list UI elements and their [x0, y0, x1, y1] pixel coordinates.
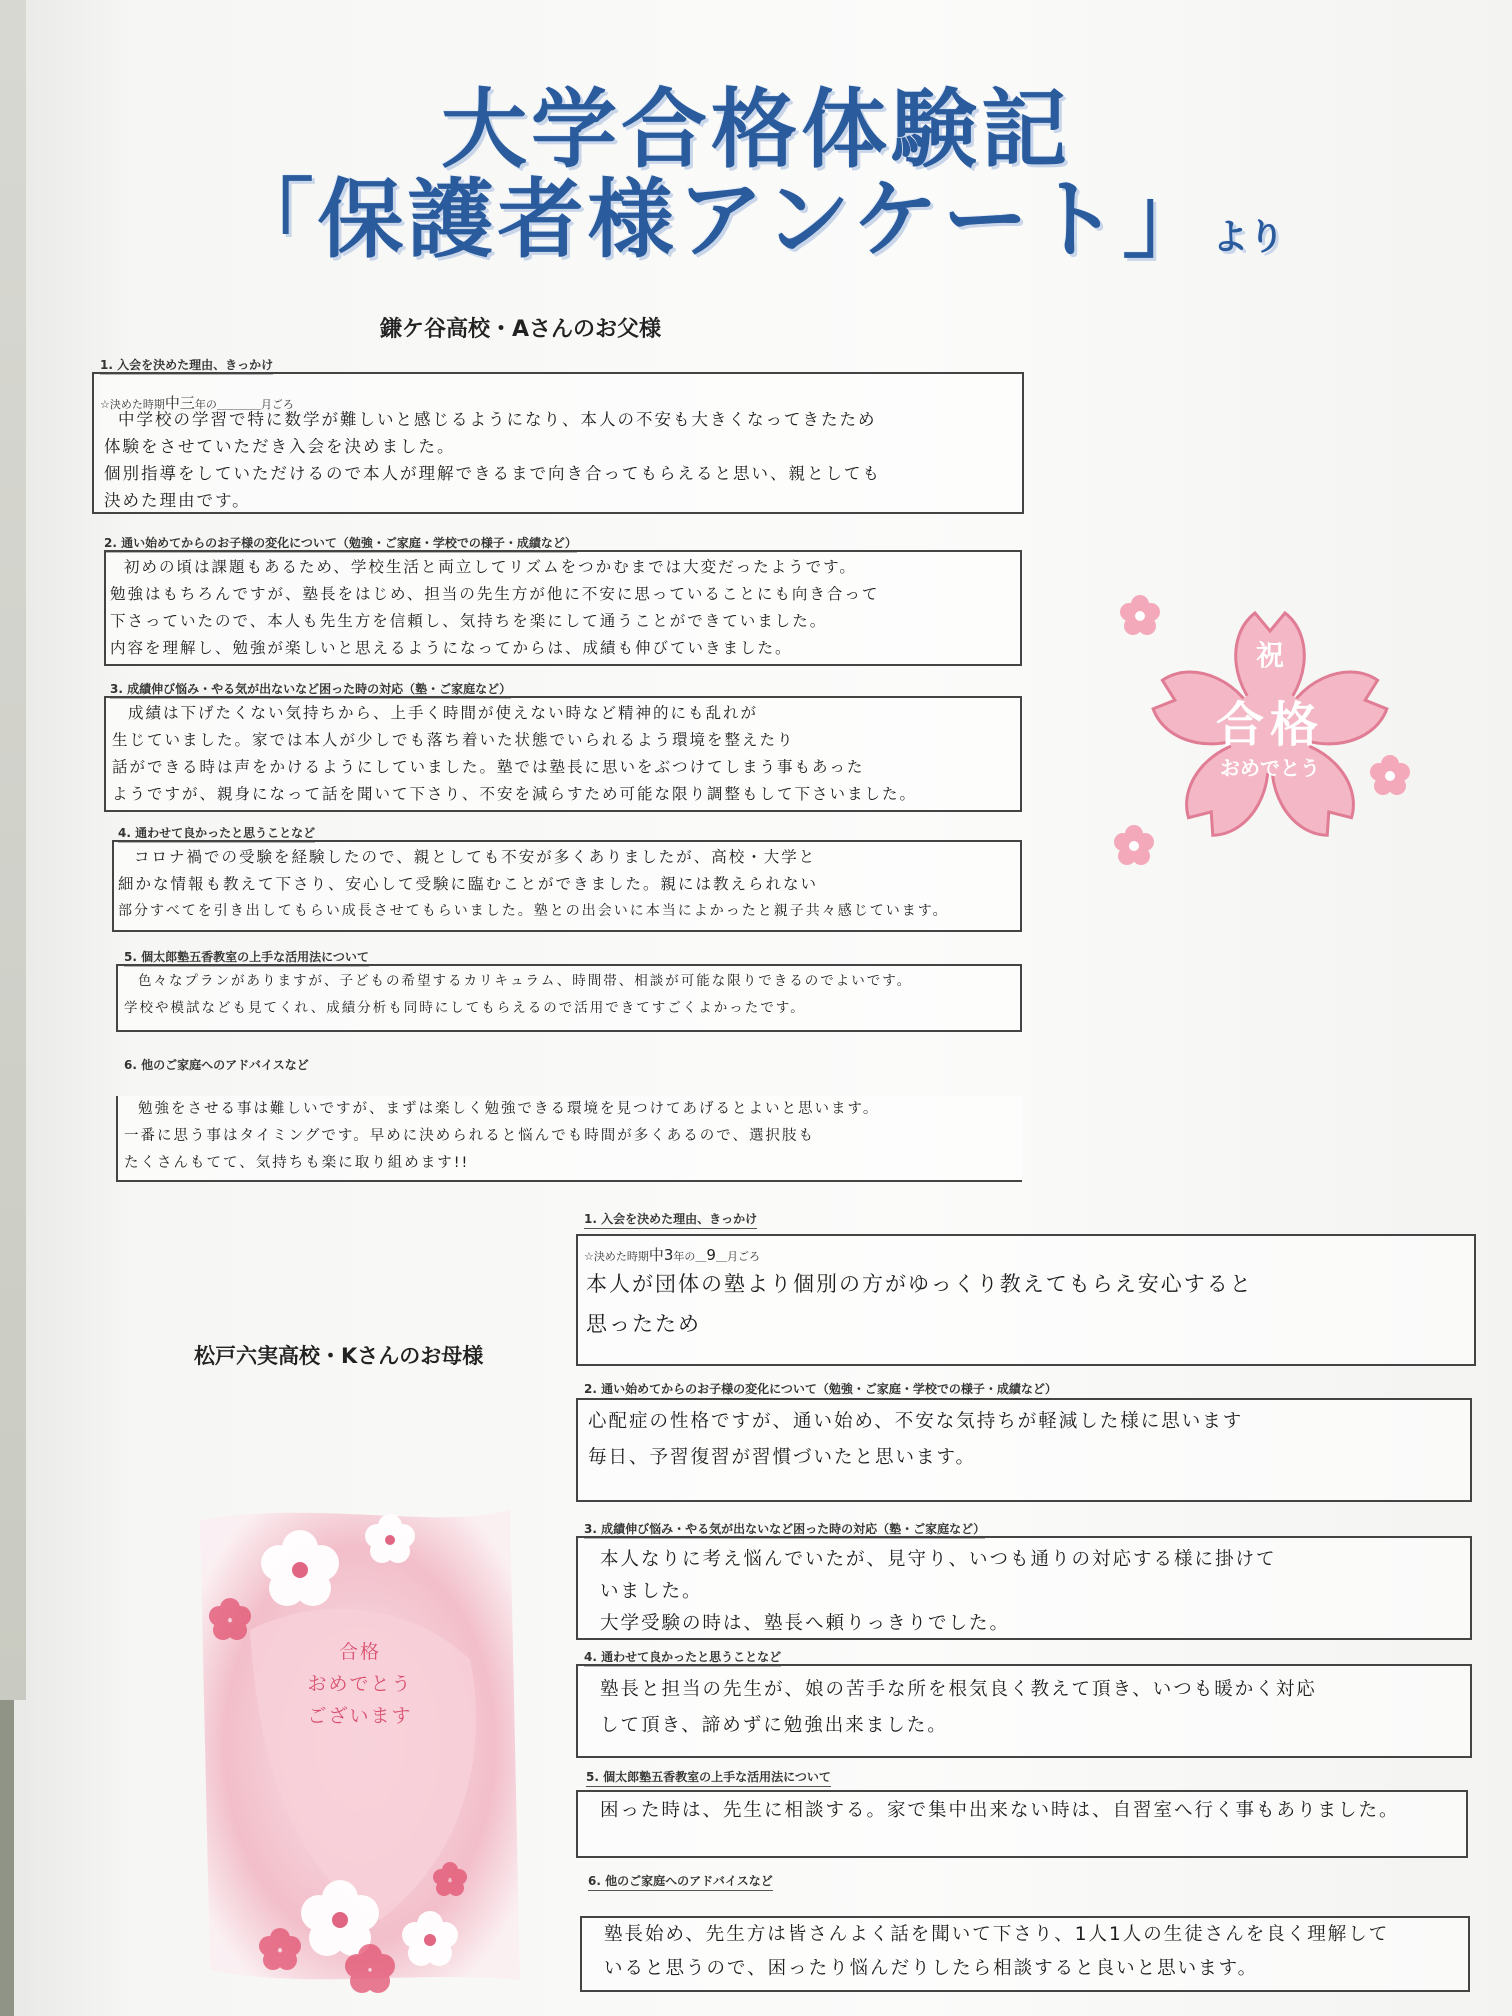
p1-s5-answer	[124, 968, 912, 1022]
p2-s6-answer	[604, 1918, 1389, 1986]
p1-s4-line: コロナ禍での受験を経験したので、親としても不安が多くありましたが、高校・大学と	[134, 848, 817, 866]
p1-s2-answer	[110, 554, 879, 662]
p2-s4-line: 塾長と担当の先生が、娘の苦手な所を根気良く教えて頂き、いつも暖かく対応	[600, 1679, 1317, 1700]
p1-s1-line: 個別指導をしていただけるので本人が理解できるまで向き合ってもらえると思い、親としても	[104, 464, 881, 483]
p1-s1-title: 1. 入会を決めた理由、きっかけ	[100, 356, 273, 375]
p1-s1-answer	[104, 406, 881, 514]
p1-s3-title: 3. 成績伸び悩み・やる気が出ないなど困った時の対応（塾・ご家庭など）	[110, 680, 511, 699]
p1-s3-line: 話ができる時は声をかけるようにしていました。塾では塾長に思いをぶつけてしまう事もあった	[112, 758, 865, 776]
p2-s3-answer	[600, 1544, 1277, 1640]
p1-s6-line: 一番に思う事はタイミングです。早めに決められると悩んでも時間が多くあるので、選択肢も	[124, 1128, 815, 1144]
p1-s2-line: 勉強はもちろんですが、塾長をはじめ、担当の先生方が他に不安に思っていることにも向き合って	[110, 585, 880, 603]
p2-s3-title: 3. 成績伸び悩み・やる気が出ないなど困った時の対応（塾・ご家庭など）	[584, 1520, 985, 1539]
p2-s3-line: 大学受験の時は、塾長へ頼りっきりでした。	[600, 1613, 1011, 1634]
card-line1: 合格	[338, 1641, 381, 1663]
p2-s6-line: いると思うので、困ったり悩んだりしたら相談すると良いと思います。	[604, 1958, 1259, 1979]
p2-s6-line: 塾長始め、先生方は皆さんよく話を聞いて下さり、1人1人の生徒さんを良く理解して	[604, 1924, 1390, 1945]
p2-s3-line: 本人なりに考え悩んでいたが、見守り、いつも通りの対応する様に掛けて	[600, 1549, 1277, 1570]
card-line2: おめでとう	[307, 1673, 413, 1695]
p2-s1-line: 思ったため	[586, 1312, 701, 1336]
p2-s5-title: 5. 個太郎塾五香教室の上手な活用法について	[586, 1768, 831, 1787]
p1-s1-line: 中学校の学習で特に数学が難しいと感じるようになり、本人の不安も大きくなってきたため	[118, 410, 877, 429]
parent1-label: 鎌ケ谷高校・Aさんのお父様	[380, 317, 662, 342]
p2-s2-answer	[588, 1404, 1243, 1476]
p1-s3-answer	[112, 700, 917, 808]
p1-date-value: 中三	[164, 394, 195, 412]
p2-s1-answer	[586, 1264, 1253, 1344]
p2-date-value: 中3	[648, 1246, 674, 1264]
p1-s2-line: 初めの頃は課題もあるため、学校生活と両立してリズムをつかむまでは大変だったようです。	[124, 558, 857, 576]
p1-date-suffix: 月ごろ	[260, 398, 294, 411]
p2-s2-line: 心配症の性格ですが、通い始め、不安な気持ちが軽減した様に思います	[588, 1411, 1244, 1432]
p2-s4-title: 4. 通わせて良かったと思うことなど	[584, 1648, 781, 1667]
p1-s2-line: 内容を理解し、勉強が楽しいと思えるようになってからは、成績も伸びていきました。	[110, 639, 793, 657]
p2-s5-answer	[600, 1796, 1400, 1826]
p2-s1-title: 1. 入会を決めた理由、きっかけ	[584, 1210, 757, 1229]
p1-s3-line: ようですが、親身になって話を聞いて下さり、不安を減らすため可能な限り調整もして下さいました。	[112, 785, 918, 803]
p1-s5-line: 色々なプランがありますが、子どもの希望するカリキュラム、時間帯、相談が可能な限りできるのでよいです。	[138, 973, 913, 989]
p1-date-prefix: ☆決めた時期	[100, 398, 165, 411]
p2-s2-title: 2. 通い始めてからのお子様の変化について（勉強・ご家庭・学校での様子・成績など）	[584, 1380, 1057, 1399]
p2-s1-line: 本人が団体の塾より個別の方がゆっくり教えてもらえ安心すると	[586, 1272, 1253, 1296]
p1-s6-line: 勉強をさせる事は難しいですが、まずは楽しく勉強できる環境を見つけてあげるとよいと思います。	[138, 1101, 880, 1117]
p2-date-prefix: ☆決めた時期	[584, 1250, 649, 1263]
p2-s1-date: ☆決めた時期中3年の＿9＿月ごろ	[584, 1246, 760, 1264]
p1-s6-title: 6. 他のご家庭へのアドバイスなど	[124, 1058, 309, 1072]
p2-date-value2: 9	[706, 1246, 716, 1264]
title-suffix: より	[1212, 217, 1285, 258]
p2-s2-line: 毎日、予習復習が習慣づいたと思います。	[588, 1447, 977, 1468]
p1-s2-title: 2. 通い始めてからのお子様の変化について（勉強・ご家庭・学校での様子・成績など）	[104, 534, 577, 553]
p1-s4-answer	[118, 844, 949, 925]
p1-s6-line: たくさんもてて、気持ちも楽に取り組めます!!	[124, 1155, 470, 1171]
p1-s4-title: 4. 通わせて良かったと思うことなど	[118, 824, 315, 843]
title-line2-main: 「保護者様アンケート」	[227, 170, 1213, 270]
p2-s4-answer	[600, 1672, 1317, 1744]
p1-s6-answer	[124, 1096, 879, 1177]
p2-s4-line: して頂き、諦めずに勉強出来ました。	[600, 1715, 948, 1736]
p1-s4-line: 細かな情報も教えて下さり、安心して受験に臨むことができました。親には教えられない	[118, 875, 819, 893]
title-line1: 大学合格体験記	[441, 80, 1071, 180]
sakura-main-text: 合格	[1215, 697, 1324, 753]
p1-s3-line: 成績は下げたくない気持ちから、上手く時間が使えない時など精神的にも乱れが	[128, 704, 759, 722]
card-line3: ございます	[307, 1705, 413, 1727]
p2-s5-line: 困った時は、先生に相談する。家で集中出来ない時は、自習室へ行く事もありました。	[600, 1800, 1400, 1821]
p1-s4-line: 部分すべてを引き出してもらい成長させてもらいました。塾との出会いに本当によかったと親子共々感じています。	[118, 903, 949, 919]
p1-date-mid: 年の	[194, 398, 217, 411]
p1-s1-line: 体験をさせていただき入会を決めました。	[104, 437, 456, 456]
p1-s3-line: 生じていました。家では本人が少しでも落ち着いた状態でいられるよう環境を整えたり	[112, 731, 795, 749]
p1-s5-line: 学校や模試なども見てくれ、成績分析も同時にしてもらえるので活用できてすごくよかったです。	[124, 1000, 806, 1016]
p1-s1-date: ☆決めた時期中三年の＿＿＿＿月ごろ	[100, 394, 294, 412]
p1-s5-title: 5. 個太郎塾五香教室の上手な活用法について	[124, 948, 369, 967]
p2-date-mid: 年の	[673, 1250, 696, 1263]
sakura-top-char: 祝	[1255, 639, 1284, 672]
p2-s3-line: いました。	[600, 1581, 703, 1602]
p2-date-suffix: 月ごろ	[726, 1250, 760, 1263]
congrats-card	[190, 1500, 530, 2000]
p2-s6-title: 6. 他のご家庭へのアドバイスなど	[588, 1872, 773, 1891]
sakura-sub-text: おめでとう	[1220, 756, 1320, 780]
p1-s2-line: 下さっていたので、本人も先生方を信頼し、気持ちを楽にして通うことができていました。	[110, 612, 828, 630]
p1-s1-line: 決めた理由です。	[104, 491, 251, 510]
title-line2	[0, 150, 1512, 274]
parent2-label: 松戸六実高校・Kさんのお母様	[194, 1344, 484, 1368]
